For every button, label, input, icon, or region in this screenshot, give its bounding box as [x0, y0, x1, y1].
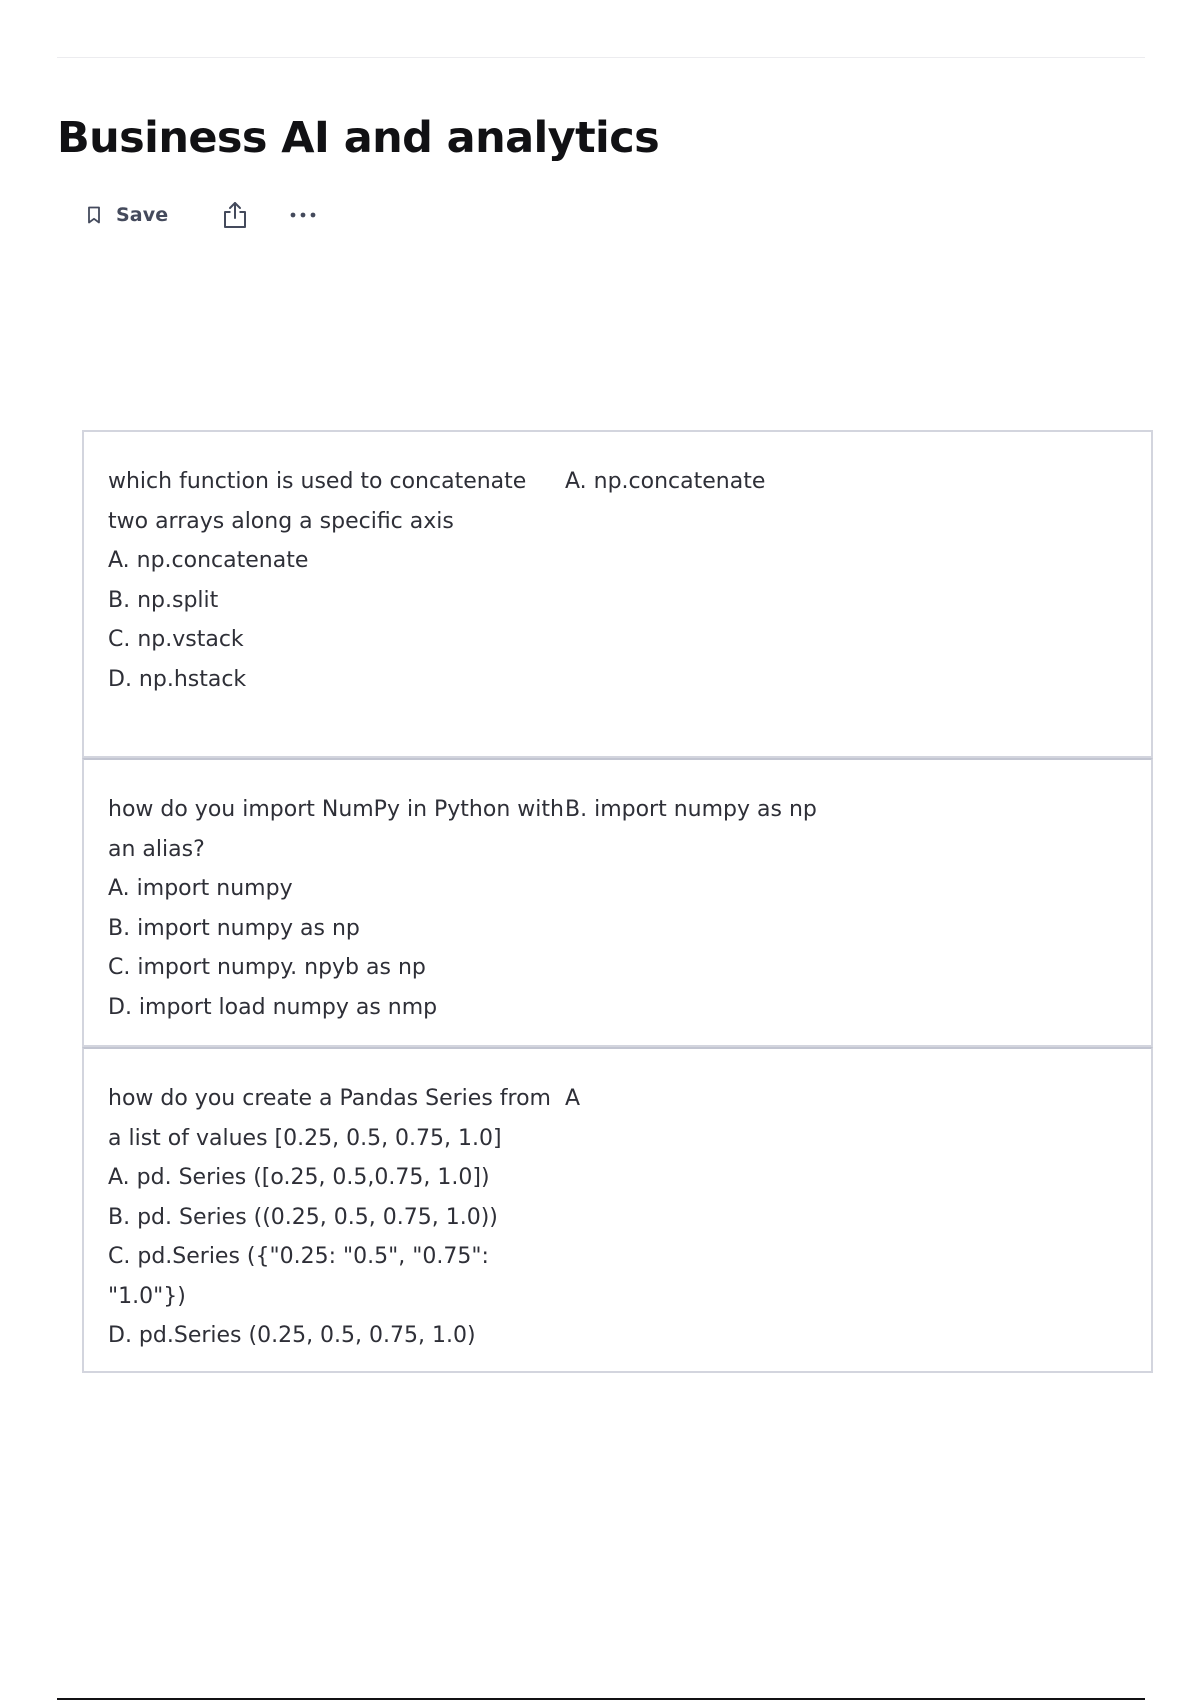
- flashcard[interactable]: [82, 430, 1153, 758]
- option-c: C. pd.Series ({"0.25: "0.5", "0.75": "1.0"}): [108, 1244, 489, 1309]
- share-icon: [221, 200, 249, 230]
- share-button[interactable]: [220, 196, 250, 234]
- toolbar: [84, 196, 320, 234]
- more-icon: [288, 211, 318, 219]
- answer-text: B. import numpy as np: [565, 797, 817, 822]
- question-side: [108, 1079, 564, 1349]
- option-c: C. np.vstack: [108, 627, 244, 652]
- option-b: B. import numpy as np: [108, 915, 360, 941]
- option-a: A. import numpy: [108, 876, 293, 901]
- save-button[interactable]: [84, 196, 168, 234]
- option-a: A. np.concatenate: [108, 548, 309, 573]
- question-text: which function is used to concatenate two arrays along a specific axis: [108, 469, 527, 534]
- more-options-button[interactable]: [286, 196, 320, 234]
- page-title: Business AI and analytics: [57, 113, 660, 163]
- option-c: C. import numpy. npyb as np: [108, 955, 426, 980]
- flashcard[interactable]: [82, 758, 1153, 1047]
- question-text: how do you import NumPy in Python with an alias?: [108, 797, 564, 862]
- option-b: B. np.split: [108, 587, 219, 613]
- flashcard[interactable]: [82, 1047, 1153, 1373]
- answer-text: A. np.concatenate: [565, 469, 766, 494]
- bookmark-icon: [84, 205, 104, 225]
- question-side: [108, 462, 564, 734]
- save-label: Save: [116, 204, 169, 226]
- flashcard-list: [82, 430, 1153, 1373]
- question-text: how do you create a Pandas Series from a list of values [0.25, 0.5, 0.75, 1.0]: [108, 1086, 551, 1151]
- answer-text: A: [565, 1086, 581, 1111]
- option-d: D. np.hstack: [108, 666, 247, 692]
- option-a: A. pd. Series ([o.25, 0.5,0.75, 1.0]): [108, 1165, 490, 1190]
- top-divider: [57, 57, 1145, 58]
- question-side: [108, 790, 564, 1023]
- option-d: D. import load numpy as nmp: [108, 994, 438, 1020]
- option-b: B. pd. Series ((0.25, 0.5, 0.75, 1.0)): [108, 1204, 498, 1230]
- option-d: D. pd.Series (0.25, 0.5, 0.75, 1.0): [108, 1323, 476, 1348]
